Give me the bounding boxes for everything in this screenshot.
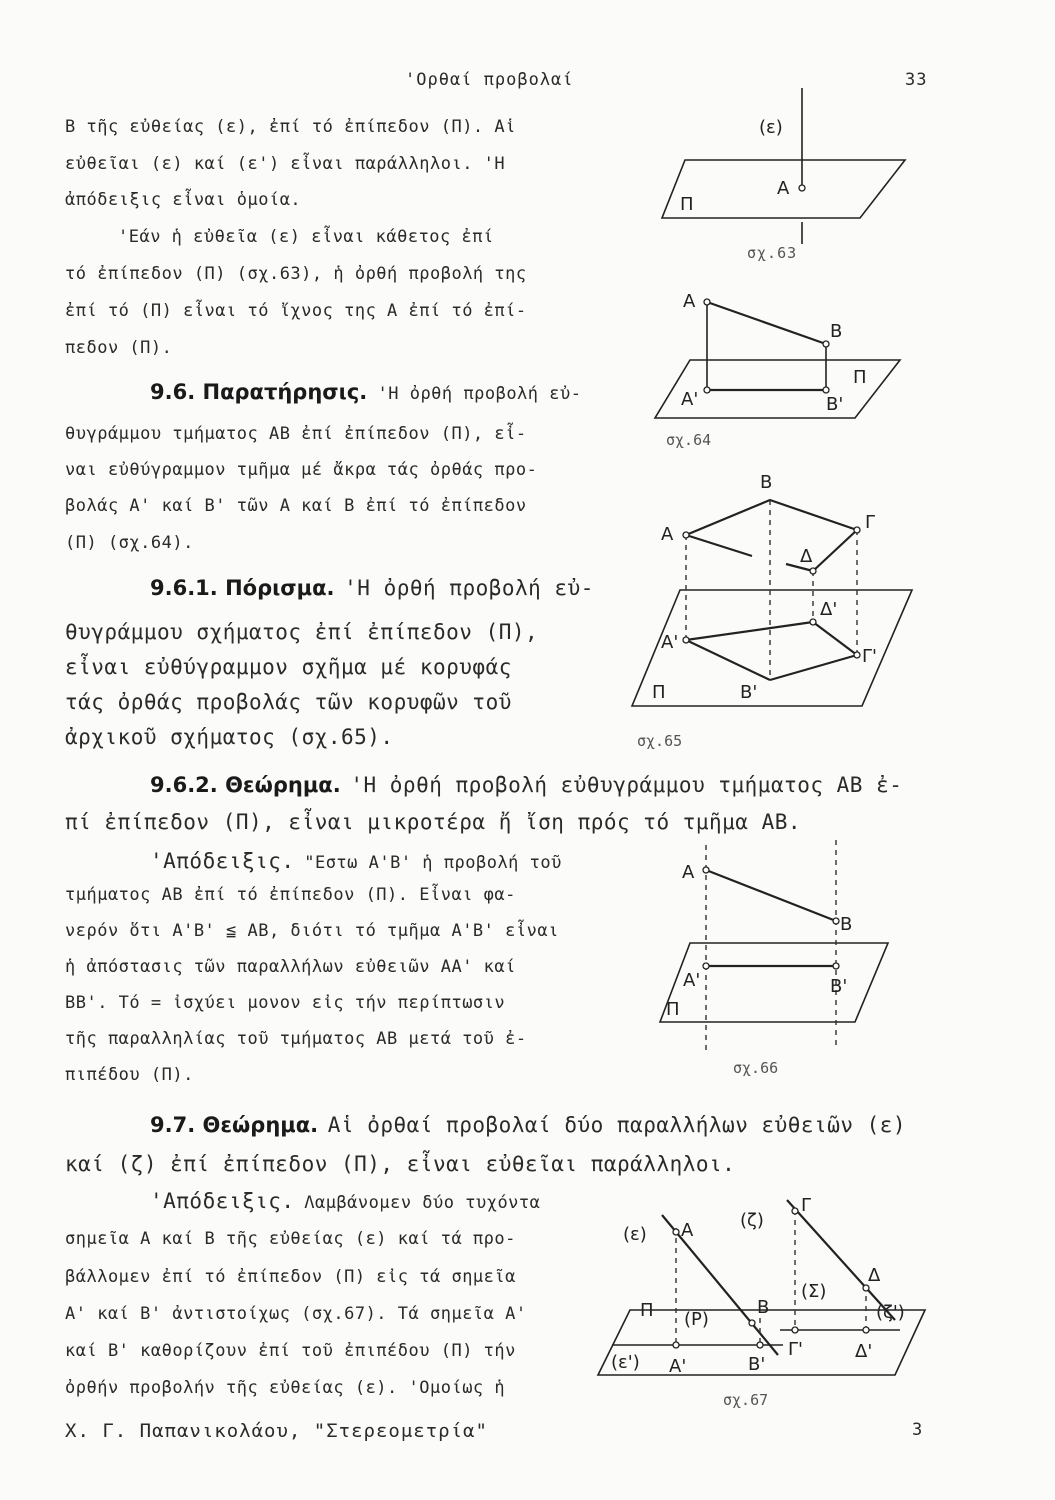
label-z: (ζ) xyxy=(740,1210,764,1231)
text-line: θυγράμμου τμήματος ΑΒ ἐπί ἐπίπεδον (Π), εἶ- xyxy=(65,424,527,444)
section-heading: 9.7. Θεώρημα. xyxy=(150,1113,319,1137)
label-z1: (ζ') xyxy=(876,1302,905,1323)
text-line: 'Η ὀρθή προβολή εὐθυγράμμου τμήματος ΑΒ ἐ- xyxy=(350,773,903,797)
text-line: ΒΒ'. Τό = ἰσχύει μονον εἰς τήν περίπτωσιν xyxy=(65,993,506,1013)
proof-label: 'Απόδειξις. xyxy=(150,849,295,873)
text-line: 'Η ὀρθή προβολή εὐ- xyxy=(344,576,594,600)
label-plane: Π xyxy=(666,999,680,1020)
text-line: τό ἐπίπεδον (Π) (σχ.63), ἡ ὀρθή προβολή της xyxy=(65,264,527,284)
label-a: Α xyxy=(682,862,695,883)
section-heading: 9.6.2. Θεώρημα. xyxy=(150,773,341,797)
caption-63: σχ.63 xyxy=(747,244,798,262)
text-line: Λαμβάνομεν δύο τυχόντα xyxy=(304,1193,541,1213)
label-plane: Π xyxy=(680,194,694,215)
text-line: νερόν ὅτι Α'Β' ≦ ΑΒ, διότι τό τμῆμα Α'Β' εἶναι xyxy=(65,921,559,941)
label-e: (ε) xyxy=(623,1224,647,1245)
line-e xyxy=(662,1215,778,1355)
label-plane: Π xyxy=(853,367,867,388)
label-a1: Α' xyxy=(683,970,701,991)
section-heading: 9.6.1. Πόρισμα. xyxy=(150,576,335,600)
label-b1: Β' xyxy=(740,682,758,703)
label-e: (ε) xyxy=(759,117,783,138)
text-line: εὐθεῖαι (ε) καί (ε') εἶναι παράλληλοι. 'Η xyxy=(65,154,506,174)
footer-author: Χ. Γ. Παπανικολάου, "Στερεομετρία" xyxy=(65,1420,488,1442)
text-line: ναι εὐθύγραμμον τμῆμα μέ ἄκρα τάς ὀρθάς προ- xyxy=(65,460,538,480)
label-a: Α xyxy=(681,1220,694,1241)
text-line: βολάς Α' καί Β' τῶν Α καί Β ἐπί τό ἐπίπεδον xyxy=(65,496,527,516)
text-line: (Π) (σχ.64). xyxy=(65,533,194,553)
point-b1 xyxy=(757,1342,763,1348)
text-line: καί (ζ) ἐπί ἐπίπεδον (Π), εἶναι εὐθεῖαι παράλληλοι. xyxy=(65,1152,736,1176)
text-line: πεδον (Π). xyxy=(65,338,173,358)
text-line: πί ἐπίπεδον (Π), εἶναι μικροτέρα ἤ ἴση πρός τό τμῆμα ΑΒ. xyxy=(65,810,802,834)
label-b: Β xyxy=(757,1297,770,1318)
text-line: Αἱ ὀρθαί προβολαί δύο παραλλήλων εὐθειῶν (ε) xyxy=(327,1113,907,1137)
text-line: πιπέδου (Π). xyxy=(65,1065,194,1085)
label-g1: Γ' xyxy=(788,1339,803,1360)
point-g xyxy=(792,1208,798,1214)
label-b1: Β' xyxy=(826,394,844,415)
caption-65: σχ.65 xyxy=(637,732,683,750)
point-a1 xyxy=(673,1342,679,1348)
label-a: Α xyxy=(777,178,790,199)
label-b: Β xyxy=(760,472,773,493)
point-a xyxy=(673,1229,679,1235)
label-b1: Β' xyxy=(830,976,848,997)
label-plane-r: (Ρ) xyxy=(684,1309,709,1330)
label-b: Β xyxy=(830,321,843,342)
label-g: Γ xyxy=(865,512,876,533)
point-g1 xyxy=(792,1327,798,1333)
label-plane: Π xyxy=(640,1300,654,1321)
text-line: 'Εάν ἡ εὐθεῖα (ε) εἶναι κάθετος ἐπί xyxy=(118,227,494,247)
caption-66: σχ.66 xyxy=(733,1059,779,1077)
label-d: Δ xyxy=(868,1265,881,1286)
text-line: 'Η ὀρθή προβολή εὐ- xyxy=(377,384,582,404)
footer-sheet: 3 xyxy=(912,1420,923,1440)
text-line: τμήματος ΑΒ ἐπί τό ἐπίπεδον (Π). Εἶναι φα- xyxy=(65,885,516,905)
text-line: καί Β' καθορίζουν ἐπί τοῦ ἐπιπέδου (Π) τήν xyxy=(65,1341,516,1361)
text-line: θυγράμμου σχήματος ἐπί ἐπίπεδον (Π), xyxy=(65,620,539,644)
label-a: Α xyxy=(683,291,696,312)
caption-67: σχ.67 xyxy=(723,1391,769,1409)
section-heading: 9.6. Παρατήρησις. xyxy=(150,380,368,404)
label-d1: Δ' xyxy=(820,599,838,620)
running-title: 'Ορθαί προβολαί xyxy=(405,70,574,90)
page-number: 33 xyxy=(905,70,928,90)
label-a1: Α' xyxy=(669,1356,687,1377)
text-line: ἀπόδειξις εἶναι ὁμοία. xyxy=(65,190,302,210)
proof-label: 'Απόδειξις. xyxy=(150,1189,295,1213)
text-line: τῆς παραλληλίας τοῦ τμήματος ΑΒ μετά τοῦ ἐ- xyxy=(65,1029,527,1049)
text-line: βάλλομεν ἐπί τό ἐπίπεδον (Π) εἰς τά σημεῖα xyxy=(65,1267,516,1287)
text-line: εἶναι εὐθύγραμμον σχῆμα μέ κορυφάς xyxy=(65,655,512,679)
text-line: Β τῆς εὐθείας (ε), ἐπί τό ἐπίπεδον (Π). Αἱ xyxy=(65,117,516,137)
label-d: Δ xyxy=(800,546,813,567)
text-line: τάς ὀρθάς προβολάς τῶν κορυφῶν τοῦ xyxy=(65,690,512,714)
label-a1: Α' xyxy=(681,389,699,410)
text-line: ἐπί τό (Π) εἶναι τό ἴχνος της Α ἐπί τό ἐπί- xyxy=(65,301,527,321)
label-plane: Π xyxy=(652,682,666,703)
label-a: Α xyxy=(661,524,674,545)
point-d1 xyxy=(863,1327,869,1333)
label-g1: Γ' xyxy=(862,646,877,667)
label-b1: Β' xyxy=(748,1354,766,1375)
caption-64: σχ.64 xyxy=(666,431,712,449)
point-b xyxy=(749,1320,755,1326)
text-line: Α' καί Β' ἀντιστοίχως (σχ.67). Τά σημεῖα Α' xyxy=(65,1304,527,1324)
text-line: "Εστω Α'Β' ἡ προβολή τοῦ xyxy=(304,853,562,873)
label-b: Β xyxy=(840,914,853,935)
label-e1: (ε') xyxy=(611,1352,640,1373)
text-line: ὀρθήν προβολήν τῆς εὐθείας (ε). 'Ομοίως ἡ xyxy=(65,1378,506,1398)
label-g: Γ xyxy=(801,1195,812,1216)
label-d1: Δ' xyxy=(855,1341,873,1362)
label-plane-s: (Σ) xyxy=(801,1281,827,1302)
text-line: ἡ ἀπόστασις τῶν παραλλήλων εὐθειῶν ΑΑ' καί xyxy=(65,957,516,977)
label-a1: Α' xyxy=(661,632,679,653)
text-line: σημεῖα Α καί Β τῆς εὐθείας (ε) καί τά προ- xyxy=(65,1229,516,1249)
text-line: ἀρχικοῦ σχήματος (σχ.65). xyxy=(65,725,394,749)
